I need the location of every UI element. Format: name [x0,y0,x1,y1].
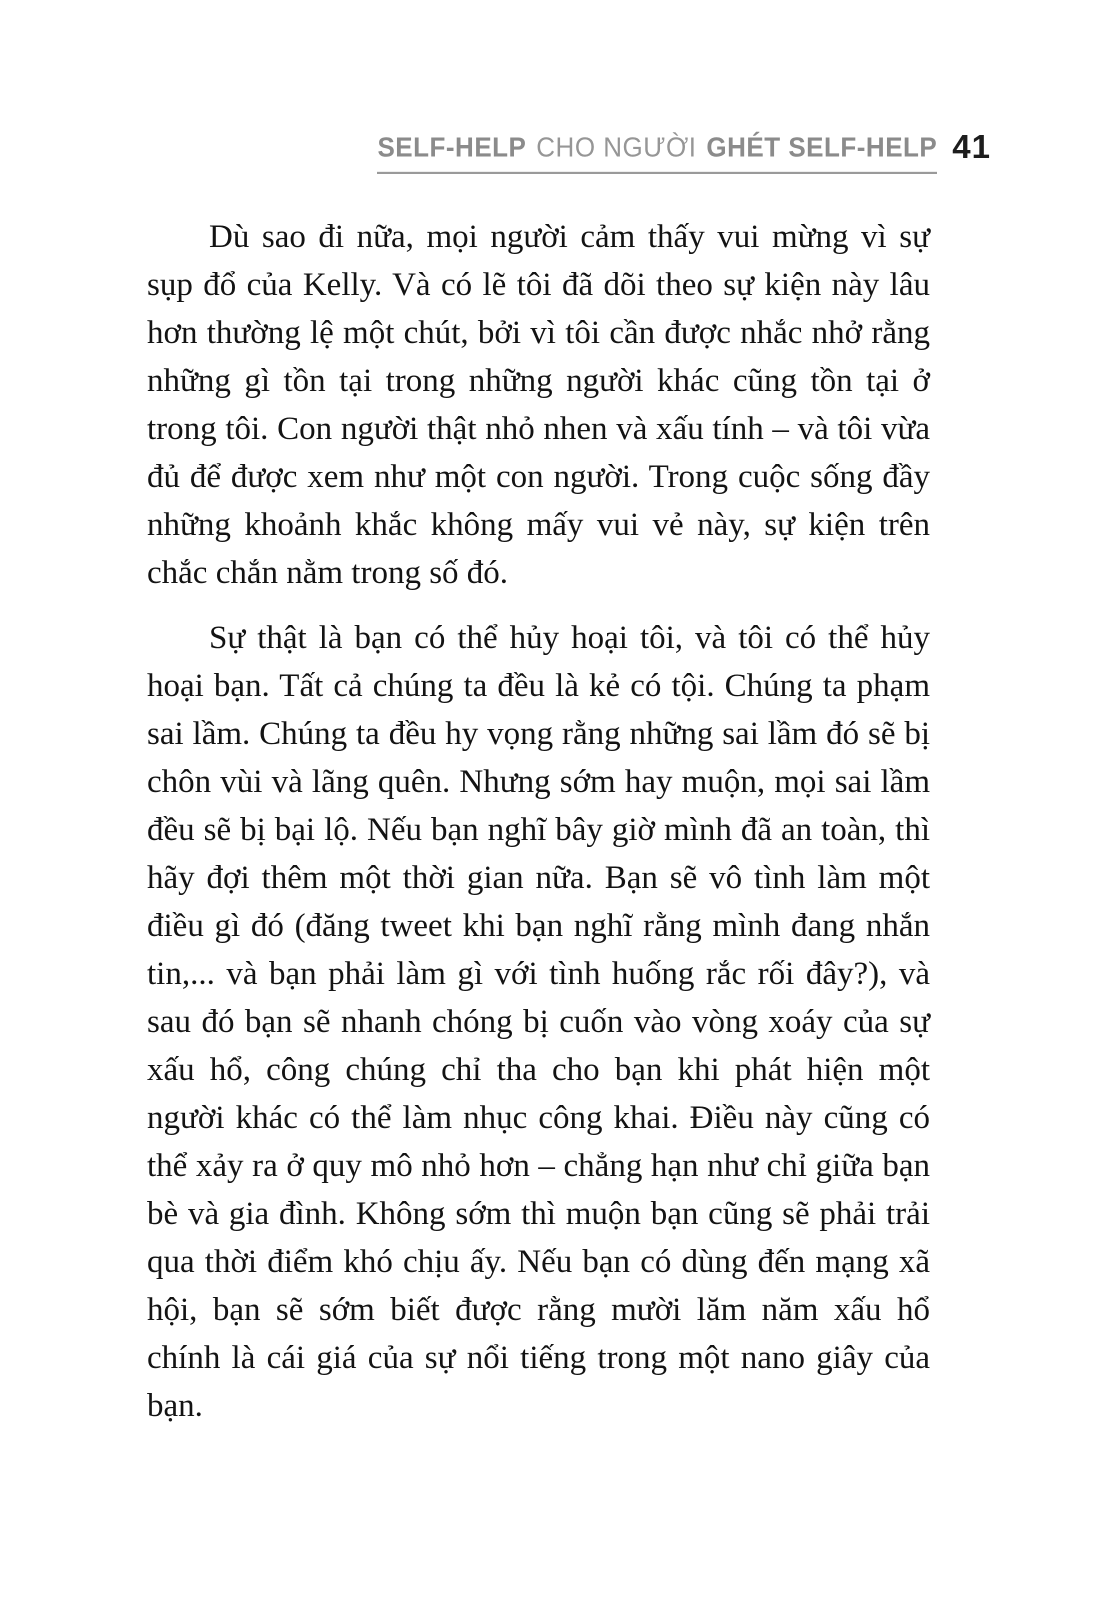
running-title [377,131,937,174]
paragraph-1: Dù sao đi nữa, mọi người cảm thấy vui mừng vì sự sụp đổ của Kelly. Và có lẽ tôi đã dõi theo sự kiện này lâu hơn thường lệ một chút, bởi vì tôi cần được nhắc nhở rằng những gì tồn tại trong những người khác cũng tồn tại ở trong tôi. Con người thật nhỏ nhen và xấu tính – và tôi vừa đủ để được xem như một con người. Trong cuộc sống đầy những khoảnh khắc không mấy vui vẻ này, sự kiện trên chắc chắn nằm trong số đó. [147,219,930,591]
page-number: 41 [952,128,991,165]
running-title-bold-1: SELF-HELP [377,130,527,164]
running-title-regular: CHO NGƯỜI [536,130,697,164]
paragraph-2: Sự thật là bạn có thể hủy hoại tôi, và tôi có thể hủy hoại bạn. Tất cả chúng ta đều là kẻ có tội. Chúng ta phạm sai lầm. Chúng ta đều hy vọng rằng những sai lầm đó sẽ bị chôn vùi và lãng quên. Nhưng sớm hay muộn, mọi sai lầm đều sẽ bị bại lộ. Nếu bạn nghĩ bây giờ mình đã an toàn, thì hãy đợi thêm một thời gian nữa. Bạn sẽ vô tình làm một điều gì đó (đăng tweet khi bạn nghĩ rằng mình đang nhắn tin,... và bạn phải làm gì với tình huống rắc rối đây?), và sau đó bạn sẽ nhanh chóng bị cuốn vào vòng xoáy của sự xấu hổ, công chúng chỉ tha cho bạn khi phát hiện một người khác có thể làm nhục công khai. Điều này cũng có thể xảy ra ở quy mô nhỏ hơn – chẳng hạn như chỉ giữa bạn bè và gia đình. Không sớm thì muộn bạn cũng sẽ phải trải qua thời điểm khó chịu ấy. Nếu bạn có dùng đến mạng xã hội, bạn sẽ sớm biết được rằng mười lăm năm xấu hổ chính là cái giá của sự nổi tiếng trong một nano giây của bạn. [147,620,930,1424]
page-body [147,213,930,1447]
running-title-bold-2: GHÉT SELF-HELP [706,130,938,164]
page-header [377,128,991,174]
